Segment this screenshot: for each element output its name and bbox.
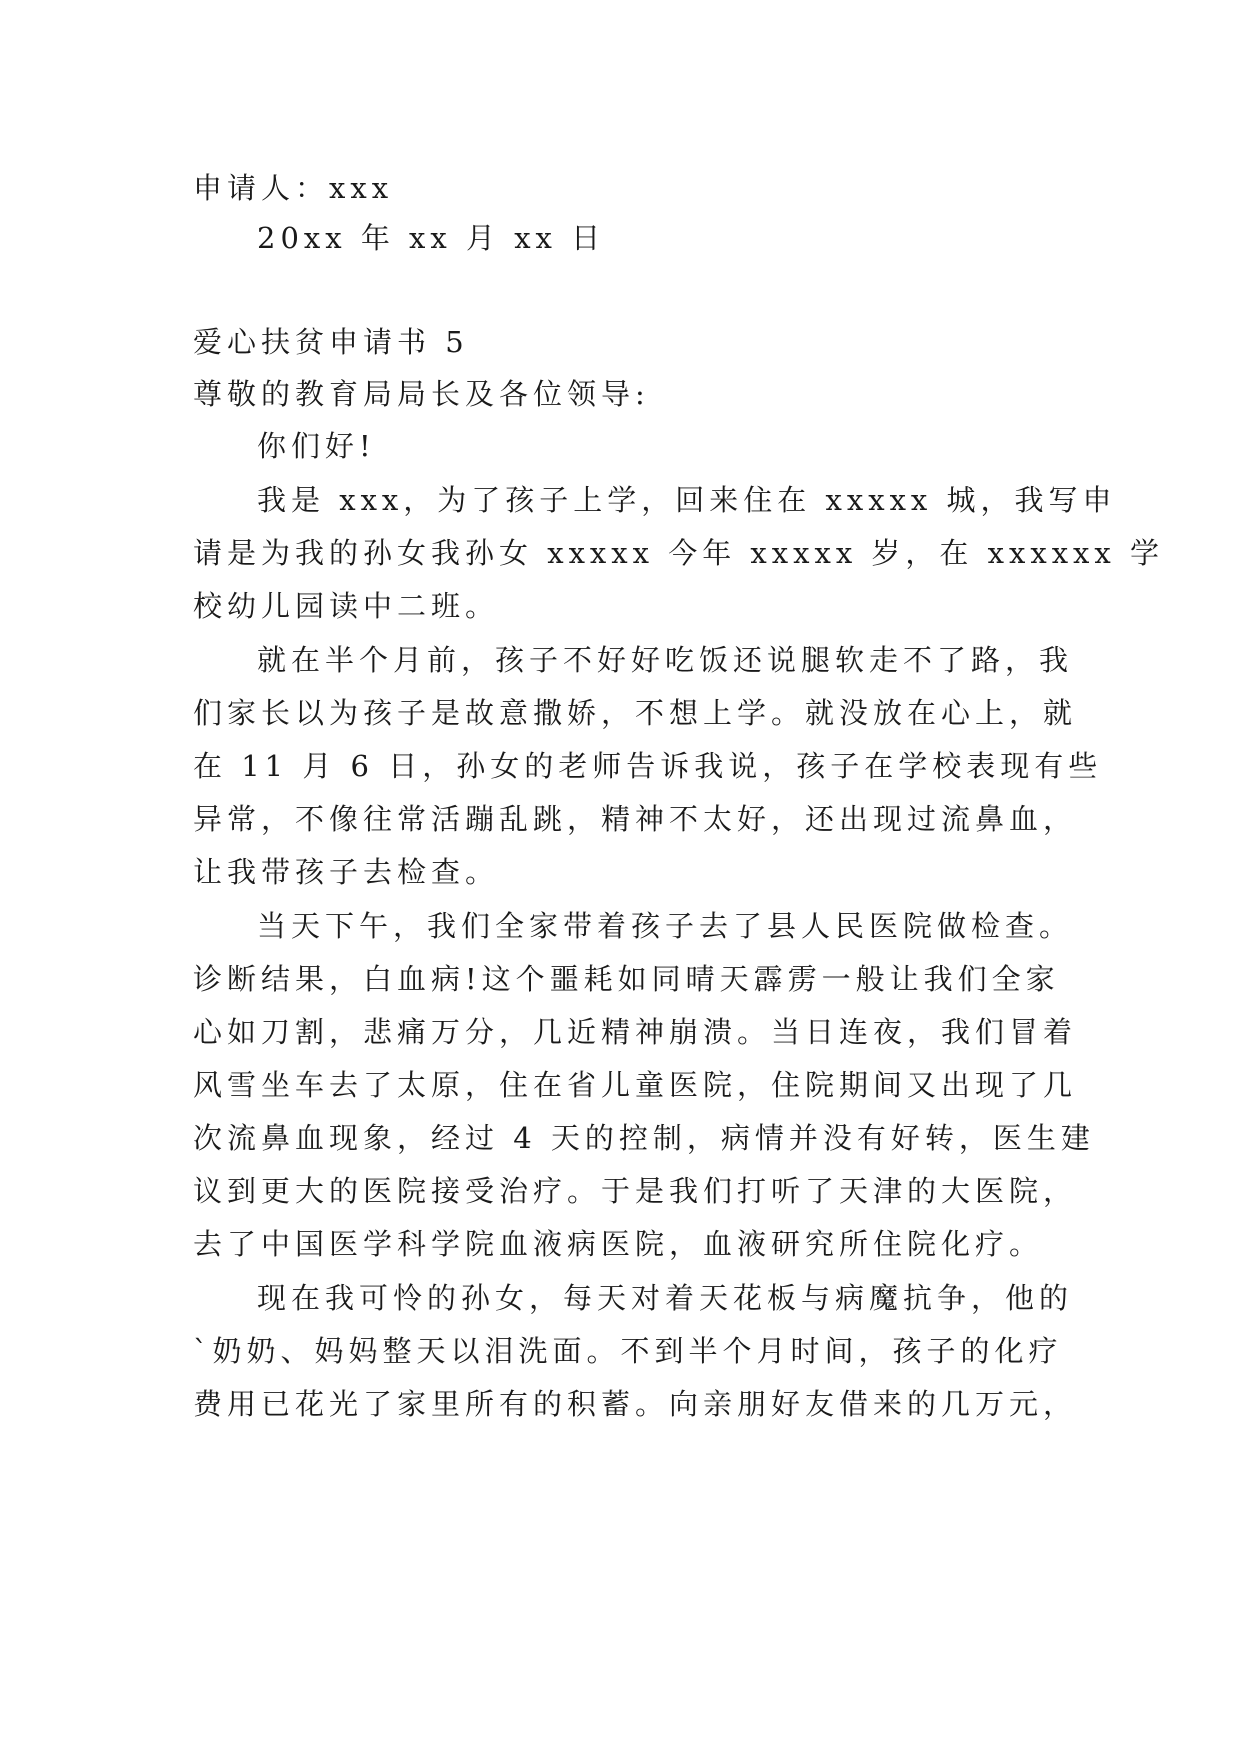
paragraph-2-line: 让我带孩子去检查。 (193, 855, 500, 889)
paragraph-1-line: 校幼儿园读中二班。 (193, 589, 500, 623)
paragraph-1-line: 我是 xxx，为了孩子上学，回来住在 xxxxx 城，我写申 (257, 483, 1117, 517)
paragraph-3-line: 去了中国医学科学院血液病医院，血液研究所住院化疗。 (193, 1227, 1044, 1261)
paragraph-3-line: 当天下午，我们全家带着孩子去了县人民医院做检查。 (257, 909, 1074, 943)
greeting: 你们好! (257, 429, 376, 463)
paragraph-3-line: 心如刀割，悲痛万分，几近精神崩溃。当日连夜，我们冒着 (193, 1015, 1078, 1049)
paragraph-3-line: 风雪坐车去了太原，住在省儿童医院，住院期间又出现了几 (193, 1068, 1078, 1102)
date-line: 20xx 年 xx 月 xx 日 (257, 221, 606, 255)
applicant-line: 申请人：xxx (193, 171, 394, 205)
paragraph-4-line: 费用已花光了家里所有的积蓄。向亲朋好友借来的几万元， (193, 1387, 1078, 1421)
paragraph-2-line: 们家长以为孩子是故意撒娇，不想上学。就没放在心上，就 (193, 696, 1078, 730)
paragraph-2-line: 就在半个月前，孩子不好好吃饭还说腿软走不了路，我 (257, 643, 1074, 677)
paragraph-4-line: `奶奶、妈妈整天以泪洗面。不到半个月时间，孩子的化疗 (193, 1334, 1063, 1368)
salutation: 尊敬的教育局局长及各位领导: (193, 377, 650, 411)
paragraph-4-line: 现在我可怜的孙女，每天对着天花板与病魔抗争，他的 (257, 1281, 1074, 1315)
paragraph-3-line: 议到更大的医院接受治疗。于是我们打听了天津的大医院， (193, 1174, 1078, 1208)
document-title: 爱心扶贫申请书 5 (193, 325, 469, 359)
paragraph-2-line: 在 11 月 6 日，孙女的老师告诉我说，孩子在学校表现有些 (193, 749, 1103, 783)
paragraph-2-line: 异常，不像往常活蹦乱跳，精神不太好，还出现过流鼻血， (193, 802, 1078, 836)
paragraph-3-line: 次流鼻血现象，经过 4 天的控制，病情并没有好转，医生建 (193, 1121, 1095, 1155)
paragraph-1-line: 请是为我的孙女我孙女 xxxxx 今年 xxxxx 岁，在 xxxxxx 学 (193, 536, 1164, 570)
paragraph-3-line: 诊断结果，白血病!这个噩耗如同晴天霹雳一般让我们全家 (193, 962, 1060, 996)
